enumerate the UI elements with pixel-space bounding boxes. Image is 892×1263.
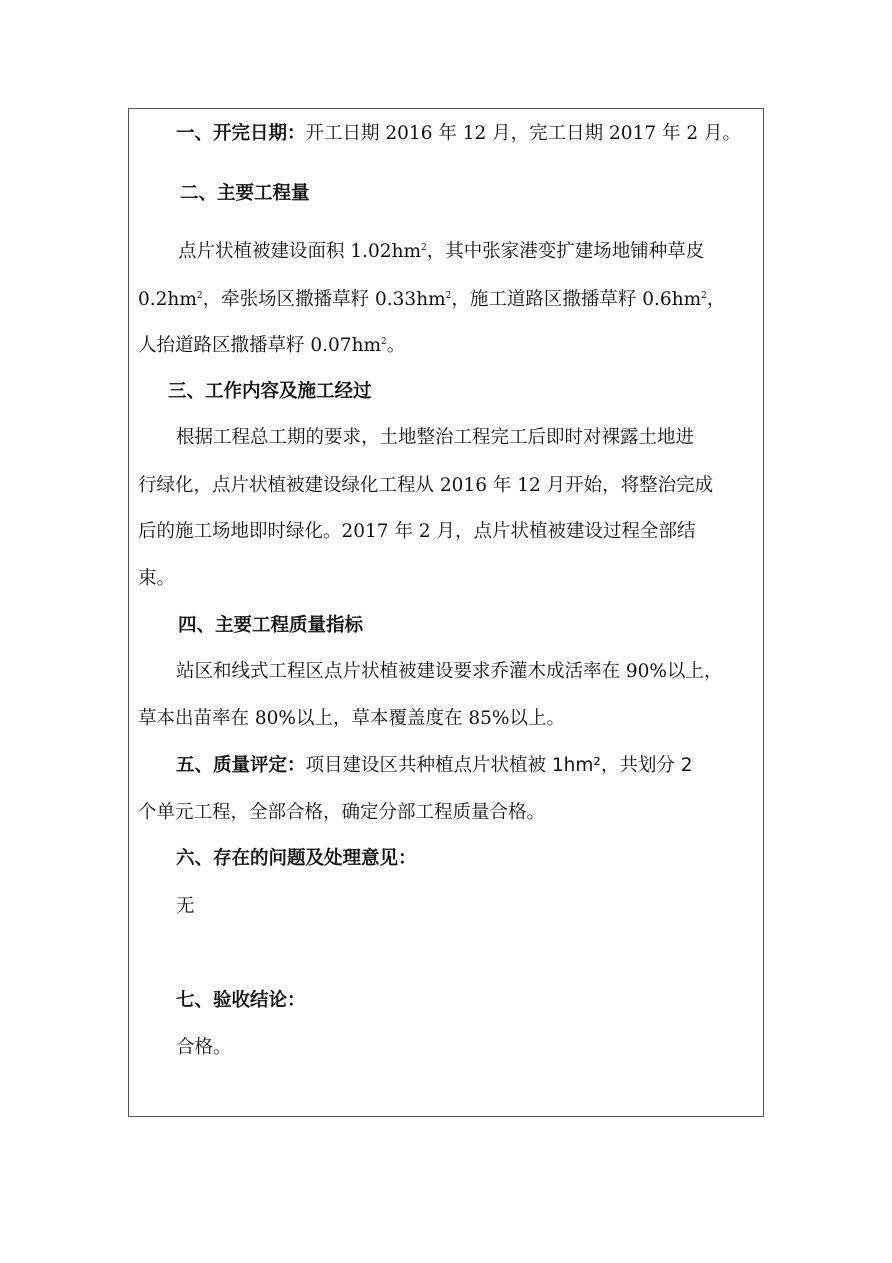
section-5-line-2: 个单元工程，全部合格，确定分部工程质量合格。 xyxy=(138,802,546,823)
section-3-heading: 三、工作内容及施工经过 xyxy=(168,381,372,402)
section-4-line-1: 站区和线式工程区点片状植被建设要求乔灌木成活率在 90%以上， xyxy=(176,661,723,682)
section-3-line-1: 根据工程总工期的要求，土地整治工程完工后即时对裸露土地进 xyxy=(176,427,695,448)
section-6-heading: 六、存在的问题及处理意见： xyxy=(176,848,417,869)
section-5-text: 项目建设区共种植点片状植被 1hm²，共划分 2 xyxy=(305,755,693,776)
section-4-heading: 四、主要工程质量指标 xyxy=(178,615,364,636)
section-7-heading: 七、验收结论： xyxy=(176,990,306,1011)
section-6-text: 无 xyxy=(176,896,195,917)
section-2-line-3: 人抬道路区撒播草籽 $0.07hm^2$。 xyxy=(138,335,406,356)
section-5-line-1 xyxy=(138,754,802,778)
section-2-line-2: $0.2hm^2$，牵张场区撒播草籽 $0.33hm^2$，施工道路区撒播草籽 $0.6hm^2$， xyxy=(138,289,726,310)
section-1-heading: 一、开完日期： xyxy=(176,123,306,144)
section-1-text: 开工日期 2016 年 12 月，完工日期 2017 年 2 月。 xyxy=(305,123,742,144)
section-2-line-1: 点片状植被建设面积 $1.02hm^2$，其中张家港变扩建场地铺种草皮 xyxy=(178,241,705,262)
section-5-heading: 五、质量评定： xyxy=(176,755,306,776)
section-2-heading: 二、主要工程量 xyxy=(180,183,310,204)
section-3-line-2: 行绿化，点片状植被建设绿化工程从 2016 年 12 月开始，将整治完成 xyxy=(138,475,714,496)
section-1-line xyxy=(138,122,802,146)
section-3-line-3: 后的施工场地即时绿化。2017 年 2 月，点片状植被建设过程全部结 xyxy=(138,521,696,542)
section-4-line-2: 草本出苗率在 80%以上，草本覆盖度在 85%以上。 xyxy=(138,708,566,729)
section-7-text: 合格。 xyxy=(176,1037,232,1058)
section-3-line-4: 束。 xyxy=(138,568,176,589)
